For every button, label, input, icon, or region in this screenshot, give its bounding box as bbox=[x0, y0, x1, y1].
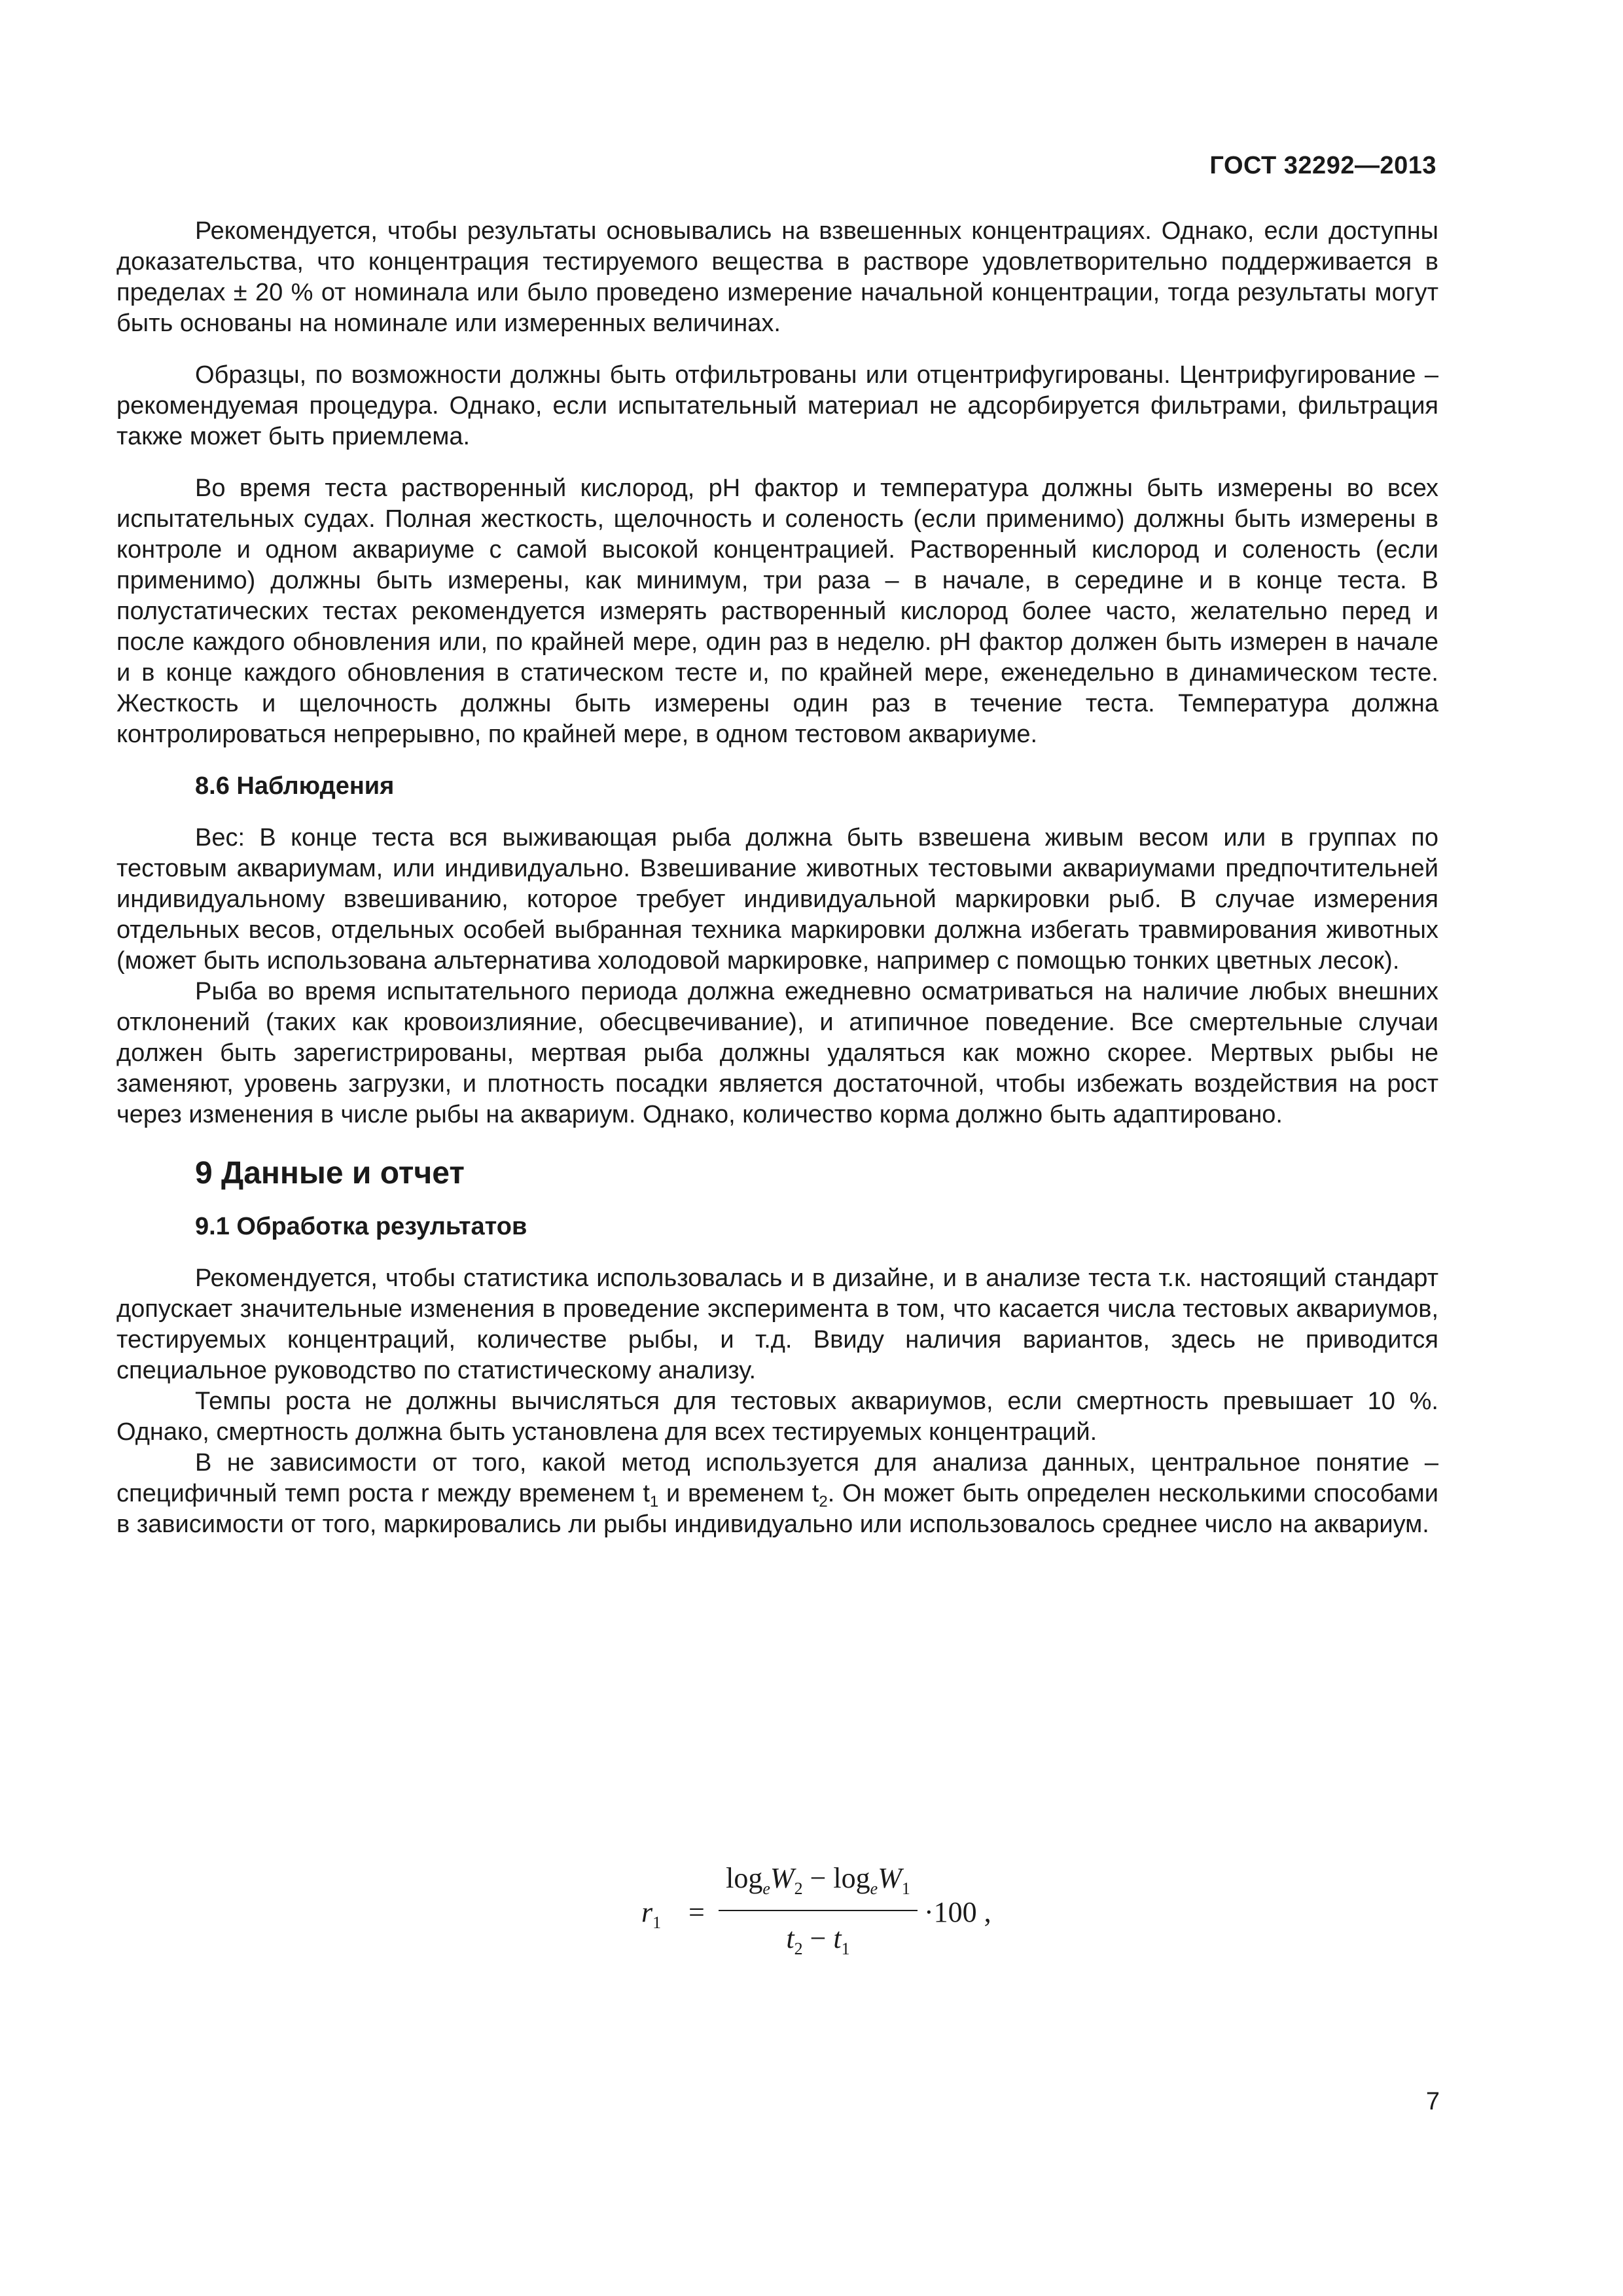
section-heading-8-6: 8.6 Наблюдения bbox=[195, 772, 395, 800]
paragraph: Рекомендуется, чтобы результаты основывались на взвешенных концентрациях. Однако, если доступны доказательства, что концентрация тестируемого вещества в растворе удовлетворительно поддерживается в пределах ± 20 % от номинала или было проведено измерение начальной концентрации, тогда результаты могут быть основаны на номинале или измеренных величинах. bbox=[116, 217, 1438, 337]
document-code-header: ГОСТ 32292—2013 bbox=[1209, 152, 1436, 179]
formula-lhs: $r_1$ bbox=[641, 1896, 662, 1932]
paragraph: Во время теста растворенный кислород, pH фактор и температура должны быть измерены во всех испытательных судах. Полная жесткость, щелочность и соленость (если применимо) должны быть измерены в контроле и одном аквариуме с самой высокой концентрацией. Растворенный кислород и соленость (если применимо) должны быть измерены, как минимум, три раза – в начале, в середине и в конце теста. В полустатических тестах рекомендуется измерять растворенный кислород более часто, желательно перед и после каждого обновления или, по крайней мере, один раз в неделю. pH фактор должен быть измерен в начале и в конце каждого обновления в статическом тесте и, по крайней мере, еженедельно в динамическом тесте. Жесткость и щелочность должны быть измерены один раз в течение теста. Температура должна контролироваться непрерывно, по крайней мере, в одном тестовом аквариуме. bbox=[116, 475, 1438, 748]
paragraph: Рекомендуется, чтобы статистика использовалась и в дизайне, и в анализе теста т.к. настоящий стандарт допускает значительные изменения в проведение эксперимента в том, что касается числа тестовых аквариумов, тестируемых концентраций, количестве рыбы, и т.д. Ввиду наличия вариантов, здесь не приводится специальное руководство по статистическому анализу. bbox=[116, 1265, 1438, 1384]
paragraph: Образцы, по возможности должны быть отфильтрованы или отцентрифугированы. Центрифугирование – рекомендуемая процедура. Однако, если испытательный материал не адсорбируется фильтрами, фильтрация также может быть приемлема. bbox=[116, 361, 1438, 450]
paragraph-growth-rate bbox=[116, 1448, 1438, 1540]
formula-fraction-bar bbox=[719, 1910, 918, 1911]
paragraph: Рыба во время испытательного периода должна ежедневно осматриваться на наличие любых внешних отклонений (таких как кровоизлияние, обесцвечивание), и атипичное поведение. Все смертельные случаи должен быть зарегистрированы, мертвая рыба должны удаляться как можно скорее. Мертвых рыбы не заменяют, уровень загрузки, и плотность посадки является достаточной, чтобы избежать воздействия на рост через изменения в числе рыбы на аквариум. Однако, количество корма должно быть адаптировано. bbox=[116, 978, 1438, 1128]
formula-multiplier: ·100 , bbox=[924, 1896, 991, 1928]
subscript: 2 bbox=[819, 1493, 828, 1511]
paragraph-text: . Он может быть определен несколькими способами в зависимости от того, маркировались ли рыбы индивидуально или использовалось среднее число на аквариум. bbox=[116, 1480, 1438, 1538]
section-heading-9: 9 Данные и отчет bbox=[195, 1156, 465, 1191]
paragraph: Вес: В конце теста вся выживающая рыба должна быть взвешена живым весом или в группах по тестовым аквариумам, или индивидуально. Взвешивание животных тестовыми аквариумами предпочтительней индивидуальному взвешиванию, которое требует индивидуальной маркировки рыб. В случае измерения отдельных весов, отдельных особей выбранная техника маркировки должна избегать травмирования животных (может быть использована альтернатива холодовой маркировке, например с помощью тонких цветных лесок). bbox=[116, 824, 1438, 975]
formula-denominator: $t_2 - t_1$ bbox=[786, 1922, 850, 1958]
formula-equals: = bbox=[688, 1896, 705, 1928]
growth-rate-formula bbox=[641, 1859, 1099, 1964]
page-number: 7 bbox=[1425, 2088, 1440, 2115]
paragraph-text: и временем t bbox=[658, 1480, 819, 1507]
formula-numerator: $\log_eW_2 - \log_eW_1$ bbox=[726, 1862, 910, 1898]
paragraph: Темпы роста не должны вычисляться для тестовых аквариумов, если смертность превышает 10 %. Однако, смертность должна быть установлена для всех тестируемых концентраций. bbox=[116, 1388, 1438, 1446]
subscript: 1 bbox=[649, 1493, 659, 1511]
paragraph-text: В не зависимости от того, какой метод используется для анализа данных, центральное понятие – специфичный темп роста r между временем t bbox=[116, 1449, 1438, 1507]
document-body bbox=[116, 216, 1438, 1540]
section-heading-9-1: 9.1 Обработка результатов bbox=[195, 1213, 527, 1240]
